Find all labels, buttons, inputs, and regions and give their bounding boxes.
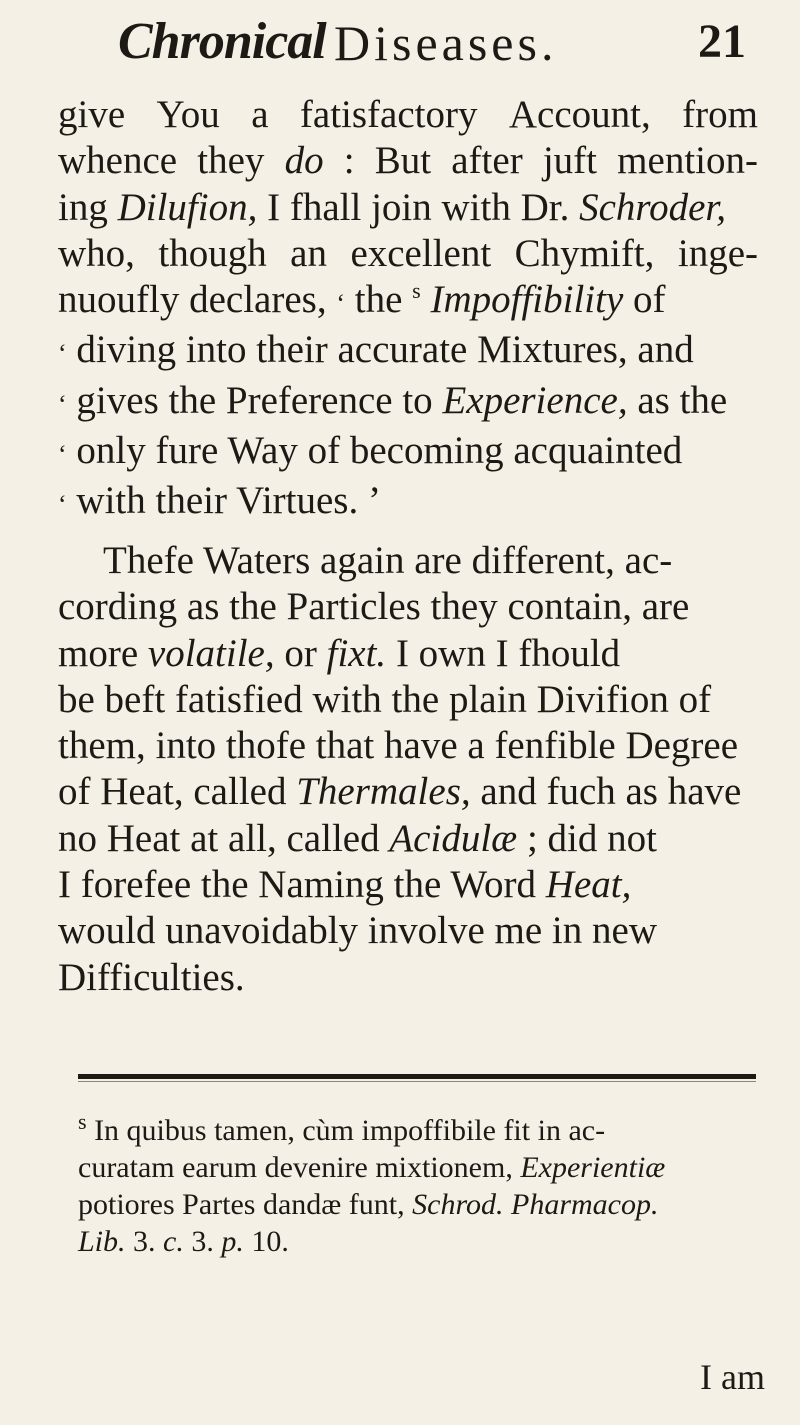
text-line: Difficulties. — [58, 955, 245, 999]
text-line: more volatile, or fixt. I own I fhould — [58, 631, 621, 675]
text-line: of Heat, called Thermales, and fuch as have — [58, 770, 742, 814]
text-line: ‘ only fure Way of becoming acquainted — [58, 429, 683, 473]
footnote-marker: s — [78, 1109, 87, 1134]
text-line: who, though an excellent Chymift, inge- — [58, 231, 758, 275]
text-line: nuoufly declares, ‘ the $^s$ Impoffibility of — [58, 278, 666, 322]
text-line: be beft fatisfied with the plain Divifion of — [58, 677, 712, 721]
footnote-marker: s — [412, 278, 421, 304]
text-line: them, into thofe that have a fenfible Degree — [58, 724, 739, 768]
running-title-caps: Diseases. — [334, 15, 558, 71]
text-line: ‘ with their Virtues. ’ — [58, 479, 381, 523]
text-line: whence they do : But after juft mention- — [58, 139, 758, 183]
text-line: no Heat at all, called Acidulæ ; did not — [58, 816, 657, 860]
paragraph-2 — [58, 538, 758, 1001]
footnote-line: curatam earum devenire mixtionem, Experientiæ — [78, 1151, 666, 1184]
text-line: give You a fatisfactory Account, from — [58, 93, 758, 136]
footnote — [78, 1109, 758, 1260]
catchword: I am — [700, 1357, 765, 1397]
footnote-line: potiores Partes dandæ funt, Schrod. Pharmacop. — [78, 1188, 659, 1221]
text-line: cording as the Particles they contain, are — [58, 585, 690, 629]
text-line: would unavoidably involve me in new — [58, 909, 657, 953]
text-line: ‘ diving into their accurate Mixtures, and — [58, 328, 694, 372]
text-line: Thefe Waters again are different, ac- — [103, 539, 673, 582]
text-line: ‘ gives the Preference to Experience, as the — [58, 378, 728, 422]
footnote-line: $^s$ In quibus tamen, cùm impoffibile fit in ac- — [78, 1109, 606, 1147]
text-line: I forefee the Naming the Word Heat, — [58, 863, 632, 907]
text-line: ing Dilufion, I fhall join with Dr. Schroder, — [58, 185, 727, 229]
running-header — [118, 10, 758, 80]
running-title-italic: Chronical — [118, 13, 326, 70]
footnote-rule-thin — [78, 1081, 756, 1082]
page-number: 21 — [698, 15, 746, 68]
paragraph-1 — [58, 92, 758, 529]
footnote-rule — [78, 1074, 756, 1079]
footnote-line: Lib. 3. c. 3. p. 10. — [78, 1225, 289, 1258]
